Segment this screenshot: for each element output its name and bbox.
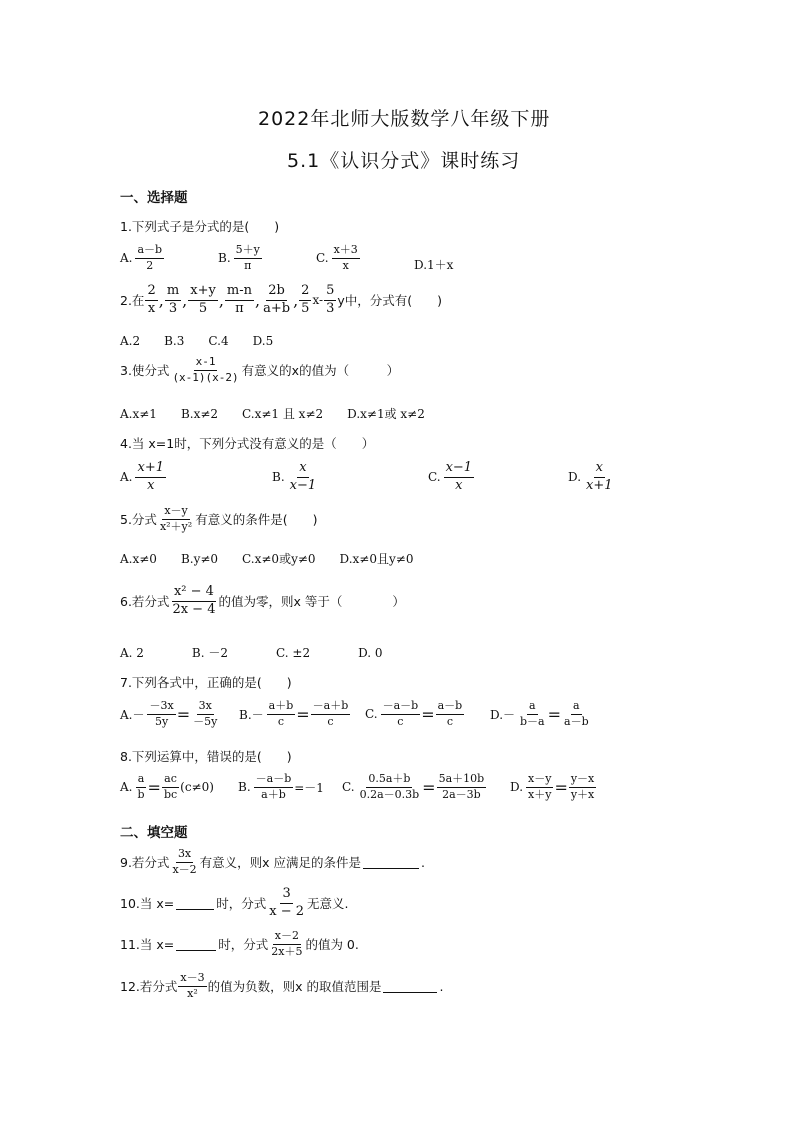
- q7-a-left: $\frac{-3x}{5y}$: [149, 699, 174, 728]
- q6-choices: A. 2 B. －2 C. ±2 D. 0: [120, 646, 383, 660]
- q12-fraction: $\frac{x-3}{\text{x²}}$: [180, 971, 205, 1000]
- q10-answer-blank[interactable]: [176, 897, 214, 910]
- q2-fraction-3: $\frac{x+y}{5}$: [190, 283, 216, 316]
- q7-b-right: $\frac{-a+b}{c}$: [312, 699, 349, 728]
- q4-option-a: A. $\frac{x+1}{x}$: [120, 460, 164, 493]
- q8-stem: 8.下列运算中，错误的是( ): [120, 749, 292, 764]
- q4-d-fraction: $\frac{x}{x+1}$: [586, 460, 613, 493]
- q7-option-c: C. $\frac{-a-b}{c}$ = $\frac{a-b}{c}$: [365, 699, 463, 728]
- q8-option-b: B. $\frac{-a-b}{a+b}$ =－1: [238, 772, 324, 801]
- q7-a-right: $\frac{3x}{-5y}$: [193, 699, 218, 728]
- q12-stem: 12.若分式 $\frac{x-3}{\text{x²}}$ 的值为负数，则x 的取值范围是 .: [120, 971, 444, 1000]
- q7-option-a: A.－ $\frac{-3x}{5y}$ = $\frac{3x}{-5y}$: [120, 699, 218, 728]
- q8-option-a: A. $\frac{a}{b}$ = $\frac{ac}{bc}$ (c≠0): [120, 772, 214, 801]
- q1-stem: 1.下列式子是分式的是( ): [120, 219, 280, 234]
- q12-answer-blank[interactable]: [383, 980, 437, 993]
- q9-fraction: $\frac{3x}{x-2}$: [172, 847, 197, 876]
- q6-stem: 6.若分式 $\frac{\text{x² − 4}}{2x - 4}$ 的值为零，则x 等于（ ）: [120, 584, 405, 617]
- q8-a-left: $\frac{a}{b}$: [137, 772, 145, 801]
- q9-stem: 9.若分式 $\frac{3x}{x-2}$ 有意义，则x 应满足的条件是 .: [120, 847, 425, 876]
- q11-fraction: $\frac{x-2}{2x+5}$: [271, 929, 303, 958]
- q8-d-left: $\frac{x-y}{x+y}$: [528, 772, 552, 801]
- q4-option-d: D. $\frac{x}{x+1}$: [568, 460, 613, 493]
- q3-stem: 3.使分式 $\frac{x-1}{(x-1)(x-2)}$ 有意义的x的值为（ ）: [120, 355, 400, 384]
- page-title: 2022年北师大版数学八年级下册: [258, 108, 551, 130]
- q7-b-left: $\frac{a+b}{c}$: [268, 699, 294, 728]
- q2-fraction-7: $\frac{5}{3}$: [326, 283, 335, 316]
- q4-option-b: B. $\frac{x}{x-1}$: [272, 460, 317, 493]
- q2-fraction-1: $\frac{2}{x}$: [147, 283, 156, 316]
- section-heading-fill: 二、填空题: [120, 825, 188, 841]
- q5-fraction: $\frac{x-y}{\text{x²＋y²}}$: [159, 504, 193, 533]
- q1-c-fraction: $\frac{x+3}{x}$: [333, 243, 358, 272]
- q4-stem: 4.当 x=1时，下列分式没有意义的是（ ）: [120, 436, 375, 451]
- q8-d-right: $\frac{y-x}{y+x}$: [570, 772, 595, 801]
- q8-b-left: $\frac{-a-b}{a+b}$: [255, 772, 292, 801]
- q1-option-d: D.1＋x: [414, 258, 454, 272]
- section-heading-choice: 一、选择题: [120, 190, 188, 206]
- q8-a-right: $\frac{ac}{bc}$: [163, 772, 178, 801]
- q4-b-fraction: $\frac{x}{x-1}$: [289, 460, 317, 493]
- q6-fraction: $\frac{\text{x² − 4}}{2x - 4}$: [172, 584, 216, 617]
- q2-fraction-5: $\frac{2b}{a+b}$: [263, 283, 291, 316]
- q11-answer-blank[interactable]: [176, 938, 216, 951]
- q7-c-right: $\frac{a-b}{c}$: [437, 699, 463, 728]
- q5-stem: 5.分式 $\frac{x-y}{\text{x²＋y²}}$ 有意义的条件是( ): [120, 504, 318, 533]
- q9-answer-blank[interactable]: [363, 856, 419, 869]
- q8-c-left: $\frac{0.5a+b}{0.2a-0.3b}$: [359, 772, 420, 801]
- q4-c-fraction: $\frac{x-1}{x}$: [445, 460, 473, 493]
- q1-a-fraction: $\frac{a-b}{2}$: [137, 243, 163, 272]
- q7-d-left: $\frac{a}{b-a}$: [520, 699, 545, 728]
- q2-choices: A.2 B.3 C.4 D.5: [120, 334, 274, 348]
- q2-fraction-6: $\frac{2}{5}$: [301, 283, 310, 316]
- q7-option-d: D.－ $\frac{a}{b-a}$ = $\frac{a}{a-b}$: [490, 699, 589, 728]
- q7-c-left: $\frac{-a-b}{c}$: [382, 699, 419, 728]
- q8-option-d: D. $\frac{x-y}{x+y}$ = $\frac{y-x}{y+x}$: [510, 772, 595, 801]
- q11-stem: 11.当 x= 时，分式 $\frac{x-2}{2x+5}$ 的值为 0.: [120, 929, 359, 958]
- q1-option-a: A. $\frac{a-b}{2}$: [120, 243, 163, 272]
- q7-option-b: B.－ $\frac{a+b}{c}$ = $\frac{-a+b}{c}$: [239, 699, 349, 728]
- q7-d-right: $\frac{a}{a-b}$: [564, 699, 589, 728]
- q4-option-c: C. $\frac{x-1}{x}$: [428, 460, 473, 493]
- q2-fraction-2: $\frac{m}{3}$: [166, 283, 180, 316]
- q8-option-c: C. $\frac{0.5a+b}{0.2a-0.3b}$ = $\frac{5a+10b}{2a-3b}$: [342, 772, 485, 801]
- q3-fraction: $\frac{x-1}{(x-1)(x-2)}$: [172, 355, 239, 384]
- q1-b-fraction: $\frac{5+y}{\pi}$: [235, 243, 260, 272]
- q2-stem: 2.在 $\frac{2}{x}$ , $\frac{m}{3}$ , $\frac{x+y}{5}$ , $\frac{m-n}{\pi}$ , $\frac{2b}{a+b}$ , $\frac{2}{5}$ x- $\frac{5}{3}$ y中，分式有( ): [120, 283, 442, 316]
- q10-fraction: $\frac{3}{x - 2}$: [269, 886, 305, 919]
- q4-a-fraction: $\frac{x+1}{x}$: [137, 460, 164, 493]
- q2-fraction-4: $\frac{m-n}{\pi}$: [226, 283, 252, 316]
- q1-option-c: C. $\frac{x+3}{x}$: [316, 243, 358, 272]
- q5-choices: A.x≠0 B.y≠0 C.x≠0或y≠0 D.x≠0且y≠0: [120, 552, 414, 566]
- page-subtitle: 5.1《认识分式》课时练习: [287, 150, 521, 172]
- q8-c-right: $\frac{5a+10b}{2a-3b}$: [438, 772, 485, 801]
- q10-stem: 10.当 x= 时，分式 $\frac{3}{x - 2}$ 无意义.: [120, 886, 349, 919]
- q1-option-b: B. $\frac{5+y}{\pi}$: [218, 243, 260, 272]
- q3-choices: A.x≠1 B.x≠2 C.x≠1 且 x≠2 D.x≠1或 x≠2: [120, 407, 425, 421]
- q7-stem: 7.下列各式中，正确的是( ): [120, 675, 292, 690]
